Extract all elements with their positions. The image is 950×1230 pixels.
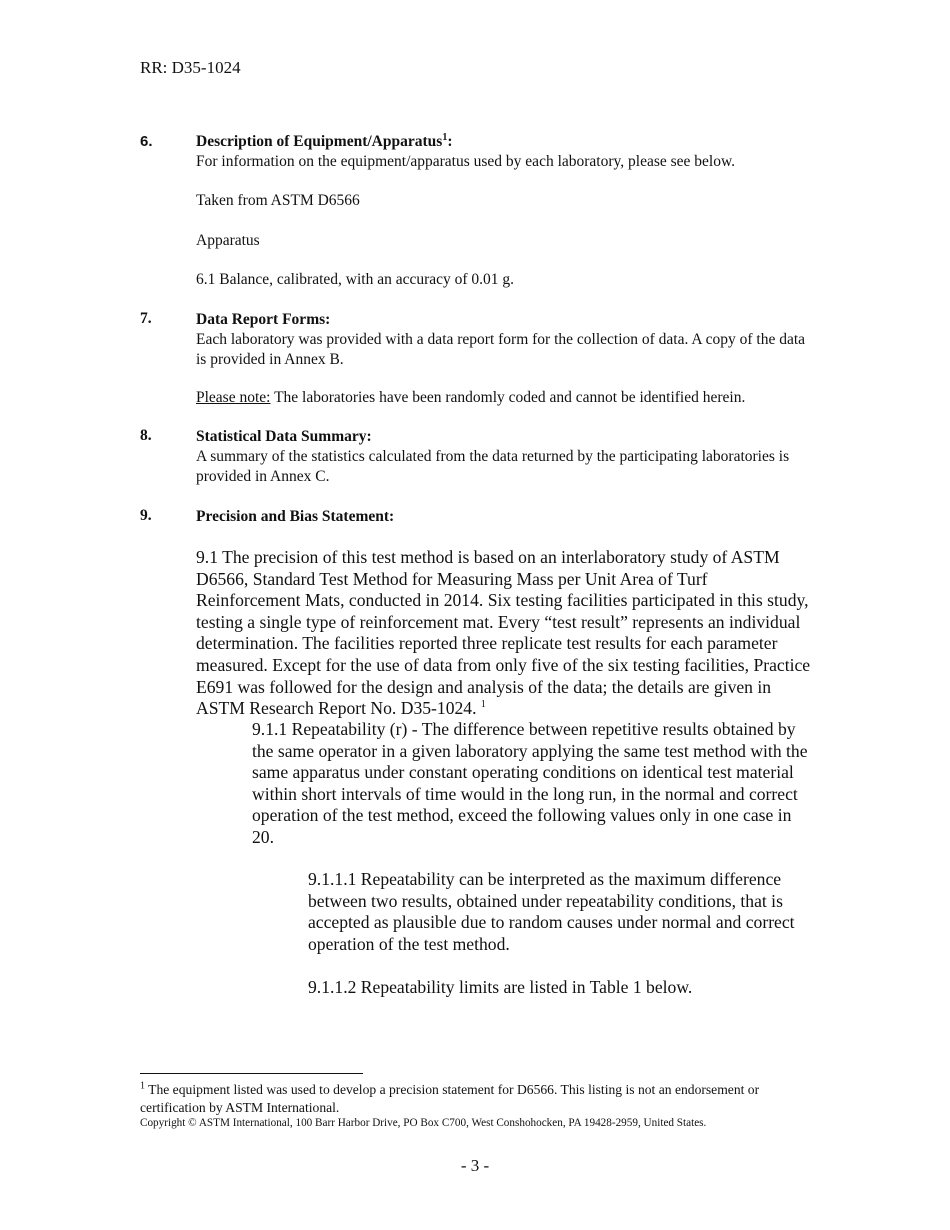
section-8-body: A summary of the statistics calculated from the data returned by the participating laboratories is provided in Annex C. [196,448,790,485]
footnote-divider [140,1073,363,1074]
section-9-heading: Precision and Bias Statement: [196,508,395,525]
paragraph-9-1-1: 9.1.1 Repeatability (r) - The difference between repetitive results obtained by the same operator in a given laboratory applying the same test method with the same apparatus under constant operating conditions on identical test material within short intervals of time would in the long run, in the normal and correct operation of the test method, exceed the following values only in one case in 20. [252,719,808,847]
footnote-ref: 1 [442,131,448,143]
note-label: Please note: [196,389,271,406]
note-text: The laboratories have been randomly coded and cannot be identified herein. [270,389,746,406]
section-9-number: 9. [140,507,152,524]
footnote-text: The equipment listed was used to develop a precision statement for D6566. This listing is not an endorsement or certification by ASTM International. [140,1082,760,1115]
footnote-ref: 1 [480,699,486,711]
section-6 [196,132,816,172]
paragraph-9-1-1-2: 9.1.1.2 Repeatability limits are listed in Table 1 below. [308,977,693,997]
copyright-line: Copyright © ASTM International, 100 Barr Harbor Drive, PO Box C700, West Conshohocken, PA 19428-2959, United States. [140,1117,707,1129]
section-8 [196,427,816,487]
paragraph-9-1-1-1: 9.1.1.1 Repeatability can be interpreted as the maximum difference between two results, obtained under repeatability conditions, that is accepted as plausible due to random causes under normal and correct operation of the test method. [308,869,795,954]
footnote [140,1081,780,1117]
section-7-number: 7. [140,310,152,327]
section-8-heading: Statistical Data Summary: [196,428,372,445]
page-number: - 3 - [460,1156,490,1175]
section-6-heading: Description of Equipment/Apparatus$^1$: [196,131,453,150]
footnote-marker: 1 [140,1080,145,1092]
section-6-apparatus-label: Apparatus [196,232,260,249]
section-7 [196,310,816,370]
section-7-body: Each laboratory was provided with a data report form for the collection of data. A copy of the data is provided in Annex B. [196,331,806,368]
section-6-number: 6. [140,133,153,150]
section-6-item: 6.1 Balance, calibrated, with an accuracy of 0.01 g. [196,271,515,288]
paragraph-9-1: 9.1 The precision of this test method is based on an interlaboratory study of ASTM D6566, Standard Test Method for Measuring Mass per Unit Area of Turf Reinforcement Mats, conducted in 2014. Six testing facilities participated in this study, testing a single type of reinforcement mat. Every “test result” represents an individual determination. The facilities reported three replicate test results for each parameter measured. Except for the use of data from only five of the six testing facilities, Practice E691 was followed for the design and analysis of the data; the details are given in ASTM Research Report No. D35-1024. $^1$ [196,547,811,719]
section-6-intro: For information on the equipment/apparatus used by each laboratory, please see below. [196,153,736,170]
report-id-header: RR: D35-1024 [140,58,241,77]
section-7-note [196,388,816,408]
section-7-heading: Data Report Forms: [196,311,331,328]
section-6-source: Taken from ASTM D6566 [196,192,360,209]
section-8-number: 8. [140,427,152,444]
